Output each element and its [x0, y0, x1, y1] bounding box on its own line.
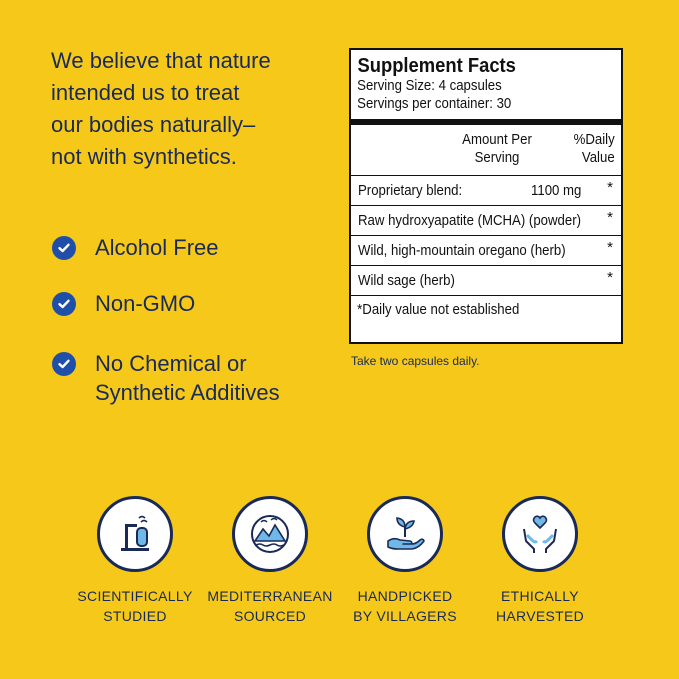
intro-line: our bodies naturally–: [51, 112, 256, 137]
servings-per-container: Servings per container: 30: [357, 95, 512, 112]
supplement-facts-panel: [349, 48, 623, 344]
feature-label: No Chemical or Synthetic Additives: [95, 351, 280, 405]
daily-value: *: [607, 269, 613, 286]
ingredient-amount: 1100 mg: [531, 182, 582, 199]
hands-heart-icon: [502, 496, 578, 572]
daily-value: *: [607, 179, 613, 196]
facts-row: [351, 236, 621, 266]
check-circle-icon: [52, 236, 76, 260]
facts-row: [351, 176, 621, 206]
hand-plant-icon: [367, 496, 443, 572]
intro-line: We believe that nature: [51, 48, 271, 73]
badge-ethically-harvested: [475, 496, 605, 626]
badge-label: ETHICALLY HARVESTED: [495, 588, 585, 624]
feature-non-gmo: [52, 292, 195, 318]
badge-handpicked-by-villagers: [340, 496, 470, 626]
facts-row: [351, 266, 621, 296]
ingredient-name: Raw hydroxyapatite (MCHA) (powder): [358, 212, 582, 229]
feature-no-additives: [52, 352, 280, 407]
facts-footnote: *Daily value not established: [357, 301, 520, 318]
feature-label: Alcohol Free: [95, 235, 219, 260]
mountain-sea-icon: [232, 496, 308, 572]
feature-alcohol-free: [52, 236, 219, 262]
directions-text: Take two capsules daily.: [351, 354, 480, 368]
lab-flask-icon: [97, 496, 173, 572]
daily-value-header: %Daily Value: [573, 131, 615, 166]
daily-value: *: [607, 239, 613, 256]
intro-statement: [51, 45, 321, 173]
daily-value: *: [607, 209, 613, 226]
badge-label: SCIENTIFICALLY STUDIED: [77, 588, 193, 624]
ingredient-name: Wild sage (herb): [358, 272, 455, 289]
intro-line: intended us to treat: [51, 80, 240, 105]
amount-per-serving-header: Amount Per Serving: [462, 131, 532, 166]
badge-mediterranean-sourced: [205, 496, 335, 626]
badge-label: MEDITERRANEAN SOURCED: [207, 588, 333, 624]
badge-label: HANDPICKED BY VILLAGERS: [353, 588, 457, 624]
facts-title: Supplement Facts: [357, 55, 516, 77]
facts-header-row: [351, 125, 621, 176]
check-circle-icon: [52, 352, 76, 376]
intro-line: not with synthetics.: [51, 144, 237, 169]
check-circle-icon: [52, 292, 76, 316]
facts-row: [351, 206, 621, 236]
ingredient-name: Proprietary blend:: [358, 182, 463, 199]
feature-label: Non-GMO: [95, 291, 196, 316]
ingredient-name: Wild, high-mountain oregano (herb): [358, 242, 566, 259]
serving-size: Serving Size: 4 capsules: [357, 77, 502, 94]
badge-scientifically-studied: [70, 496, 200, 626]
